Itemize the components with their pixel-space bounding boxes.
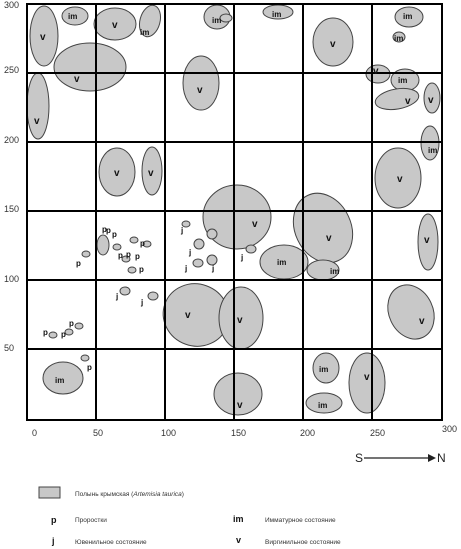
juvenile-label: j bbox=[189, 248, 192, 257]
juvenile-label: j bbox=[185, 264, 188, 273]
patch-label: v bbox=[114, 168, 120, 179]
y-tick: 50 bbox=[4, 343, 15, 353]
legend-p-label: Проростки bbox=[75, 517, 107, 524]
small-patch bbox=[82, 251, 90, 257]
patch-label: v bbox=[419, 316, 425, 327]
legend-j-symbol: j bbox=[52, 536, 55, 546]
x-tick: 100 bbox=[161, 428, 177, 438]
small-patch bbox=[65, 329, 73, 335]
seedling-label: p bbox=[69, 319, 74, 328]
y-tick: 100 bbox=[4, 274, 20, 284]
patch-label: im bbox=[272, 10, 282, 19]
x-tick: 300 bbox=[442, 424, 458, 434]
x-tick: 0 bbox=[32, 428, 38, 438]
x-tick: 200 bbox=[300, 428, 316, 438]
patch-label: v bbox=[74, 74, 80, 85]
patch-label: v bbox=[364, 372, 370, 383]
small-patch bbox=[128, 267, 136, 273]
seedling-label: p bbox=[112, 230, 117, 239]
patch-label: im bbox=[68, 12, 78, 21]
patch-label: v bbox=[197, 85, 203, 96]
seedling-label: p bbox=[43, 328, 48, 337]
x-tick: 50 bbox=[93, 428, 104, 438]
legend-im-label: Имматурное состояние bbox=[265, 517, 336, 524]
patch-label: v bbox=[148, 168, 154, 179]
patch-label: im bbox=[398, 76, 408, 85]
artemisia-patch bbox=[54, 43, 126, 91]
small-patch bbox=[148, 292, 158, 300]
compass-indicator bbox=[355, 451, 446, 465]
small-patch bbox=[120, 287, 130, 295]
patch-label: v bbox=[428, 95, 434, 106]
legend-im-symbol: im bbox=[233, 514, 244, 524]
y-tick: 300 bbox=[4, 0, 20, 10]
compass-north: N bbox=[437, 451, 446, 465]
patch-label: im bbox=[428, 146, 438, 155]
patch-label: v bbox=[405, 96, 411, 107]
patch-label: v bbox=[237, 315, 243, 326]
artemisia-patch bbox=[203, 185, 271, 249]
juvenile-label: j bbox=[116, 292, 119, 301]
y-tick: 150 bbox=[4, 204, 20, 214]
patch-label: v bbox=[237, 400, 243, 411]
legend-patch-label: Полынь крымская (Artemisia taurica) bbox=[75, 491, 184, 498]
x-axis-ticks bbox=[32, 424, 457, 438]
juvenile-label: j bbox=[212, 264, 215, 273]
artemisia-patch bbox=[27, 73, 49, 139]
small-patch bbox=[194, 239, 204, 249]
juvenile-label: j bbox=[181, 226, 184, 235]
small-patch bbox=[81, 355, 89, 361]
seedling-label: p bbox=[102, 225, 107, 234]
patch-label: v bbox=[112, 20, 118, 31]
compass-south: S bbox=[355, 451, 364, 465]
legend bbox=[39, 487, 341, 546]
patch-label: v bbox=[330, 39, 336, 50]
patch-label: v bbox=[326, 233, 332, 244]
seedling-label: p bbox=[118, 251, 123, 260]
small-patch bbox=[97, 235, 109, 255]
juvenile-label: j bbox=[241, 253, 244, 262]
patch-label: im bbox=[55, 376, 65, 385]
patch-label: im bbox=[277, 258, 287, 267]
legend-j-label: Ювенильное состояние bbox=[75, 539, 147, 546]
patch-label: v bbox=[373, 66, 379, 77]
artemisia-patch bbox=[183, 56, 219, 110]
patch-label: v bbox=[397, 174, 403, 185]
small-patch bbox=[207, 229, 217, 239]
patch-label: v bbox=[252, 219, 258, 230]
small-patch bbox=[130, 237, 138, 243]
small-patch bbox=[193, 259, 203, 267]
patch-label: im bbox=[319, 365, 329, 374]
patch-label: v bbox=[185, 310, 191, 321]
legend-v-label: Виргинильное состояние bbox=[265, 539, 341, 546]
patch-label: im bbox=[330, 267, 340, 276]
small-patch bbox=[49, 332, 57, 338]
artemisia-patch bbox=[374, 85, 421, 112]
legend-patch-swatch bbox=[39, 487, 60, 498]
small-patch bbox=[75, 323, 83, 329]
seedling-label: p bbox=[87, 363, 92, 372]
compass-arrow-head-icon bbox=[428, 454, 436, 462]
juvenile-label: j bbox=[141, 298, 144, 307]
patch-label: im bbox=[394, 34, 404, 43]
patch-label: v bbox=[424, 235, 430, 246]
patch-label: v bbox=[40, 32, 46, 43]
y-tick: 200 bbox=[4, 135, 20, 145]
y-axis-ticks bbox=[4, 0, 19, 353]
y-tick: 250 bbox=[4, 65, 20, 75]
x-tick: 250 bbox=[370, 428, 386, 438]
patch-label: im bbox=[403, 12, 413, 21]
legend-p-symbol: p bbox=[51, 515, 57, 525]
small-patch bbox=[113, 244, 121, 250]
artemisia-patch bbox=[349, 353, 385, 413]
artemisia-patch bbox=[220, 14, 232, 22]
seedling-label: p bbox=[135, 252, 140, 261]
seedling-label: p bbox=[76, 259, 81, 268]
small-patch bbox=[246, 245, 256, 253]
patch-label: v bbox=[34, 116, 40, 127]
patch-label: im bbox=[318, 401, 328, 410]
seedling-label: p bbox=[140, 239, 145, 248]
legend-v-symbol: v bbox=[236, 535, 242, 545]
artemisia-patch bbox=[379, 277, 443, 346]
seedling-label: p bbox=[106, 226, 111, 235]
seedling-label: p bbox=[139, 265, 144, 274]
x-tick: 150 bbox=[231, 428, 247, 438]
seedling-label: p bbox=[126, 250, 131, 259]
patch-label: im bbox=[212, 16, 222, 25]
seedling-label: p bbox=[61, 330, 66, 339]
patch-label: im bbox=[140, 28, 150, 37]
